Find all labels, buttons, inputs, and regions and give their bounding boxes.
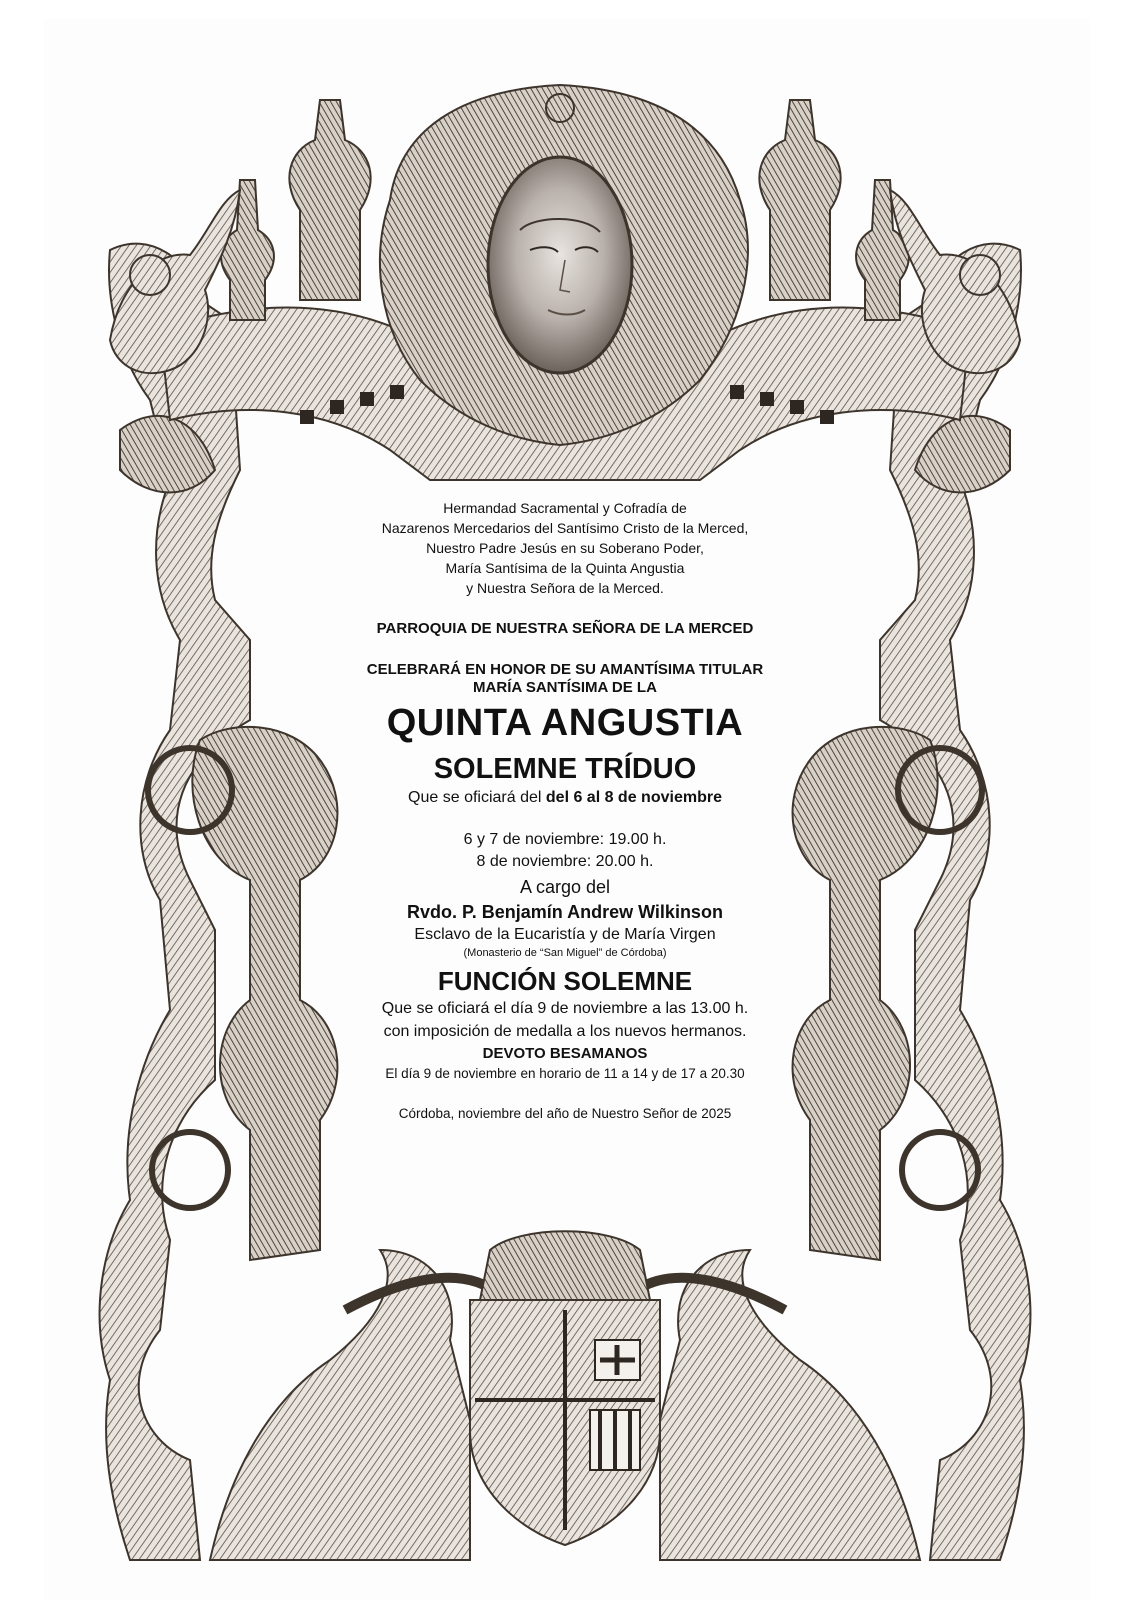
- officiant-intro: A cargo del: [519, 876, 611, 897]
- funcion-title: FUNCIÓN SOLEMNE: [437, 966, 693, 997]
- poster-text: [330, 498, 800, 1121]
- right-column: [793, 244, 1031, 1560]
- funcion-line-2: con imposición de medalla a los nuevos hermanos.: [383, 1022, 747, 1040]
- schedule-line-2: 8 de noviembre: 20.00 h.: [476, 852, 654, 870]
- schedule-line-1: 6 y 7 de noviembre: 19.00 h.: [463, 831, 667, 849]
- celebration-line-2: MARÍA SANTÍSIMA DE LA: [473, 678, 657, 696]
- triduo-title: SOLEMNE TRÍDUO: [433, 753, 697, 786]
- left-column: [100, 244, 338, 1560]
- brotherhood-name-line-1: Hermandad Sacramental y Cofradía de: [443, 500, 687, 516]
- brotherhood-name-line-4: María Santísima de la Quinta Angustia: [445, 560, 685, 576]
- brotherhood-name-line-2: Nazarenos Mercedarios del Santísimo Cristo de la Merced,: [381, 520, 749, 536]
- triduo-intro-text: Que se oficiará del: [408, 788, 542, 806]
- preacher-name: Rvdo. P. Benjamín Andrew Wilkinson: [407, 901, 723, 922]
- besamanos-line: El día 9 de noviembre en horario de 11 a 14 y de 17 a 20.30: [385, 1066, 745, 1082]
- triduo-intro: [330, 789, 800, 807]
- brotherhood-name-line-5: y Nuestra Señora de la Merced.: [466, 580, 664, 596]
- coat-of-arms: [470, 1231, 660, 1545]
- preacher-role: Esclavo de la Eucaristía y de María Virgen: [414, 926, 716, 944]
- main-title: QUINTA ANGUSTIA: [386, 701, 744, 744]
- celebration-line-1: CELEBRARÁ EN HONOR DE SU AMANTÍSIMA TITULAR: [366, 661, 764, 679]
- preacher-place: (Monasterio de “San Miguel” de Córdoba): [463, 946, 667, 959]
- besamanos-title: DEVOTO BESAMANOS: [482, 1045, 648, 1063]
- funcion-line-1: Que se oficiará el día 9 de noviembre a las 13.00 h.: [381, 1000, 749, 1018]
- triduo-dates: del 6 al 8 de noviembre: [545, 788, 722, 806]
- parish-name: PARROQUIA DE NUESTRA SEÑORA DE LA MERCED: [376, 620, 754, 637]
- brotherhood-name-line-3: Nuestro Padre Jesús en su Soberano Poder,: [426, 540, 704, 556]
- footer-date: Córdoba, noviembre del año de Nuestro Señor de 2025: [398, 1105, 732, 1121]
